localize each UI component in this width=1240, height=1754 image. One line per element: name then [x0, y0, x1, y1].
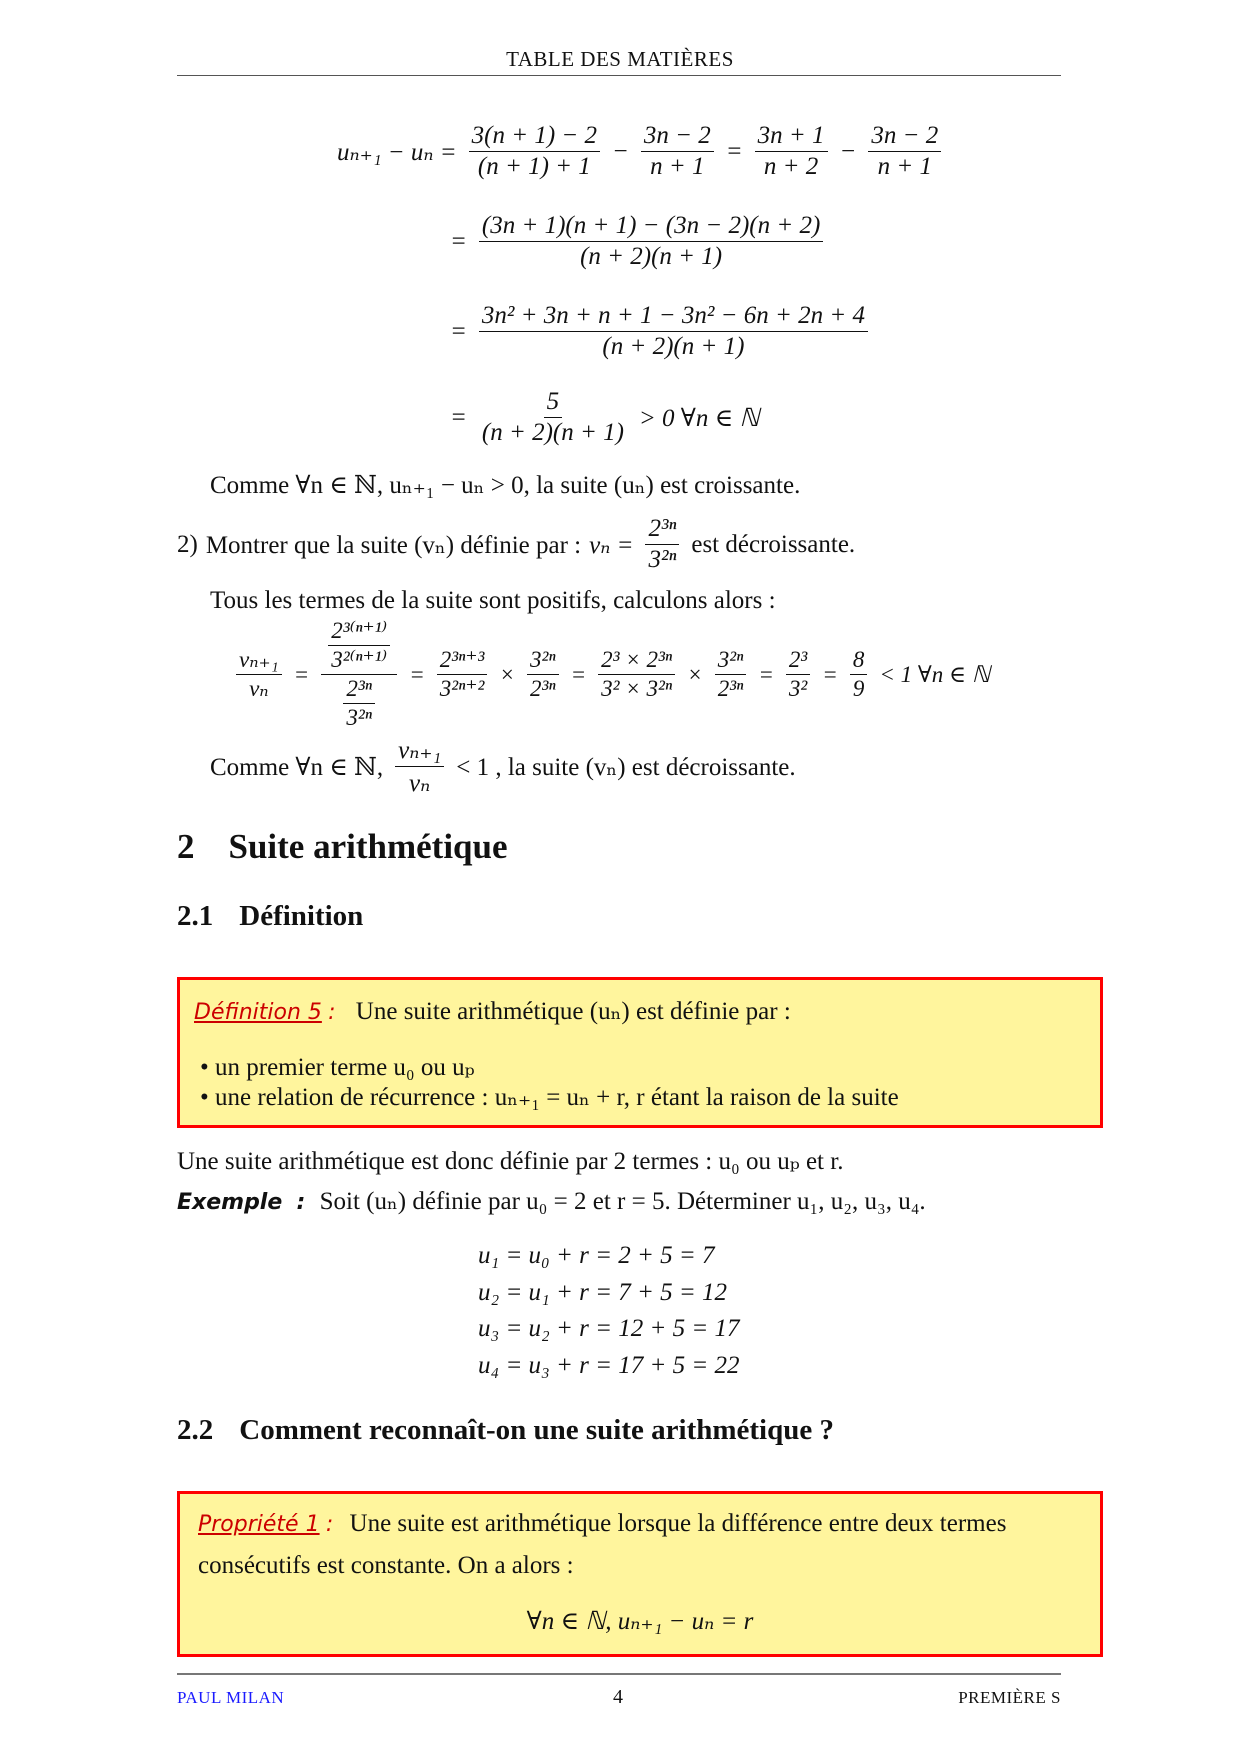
- denominator: vₙ: [409, 770, 431, 797]
- condition: > 0 ∀n ∈ ℕ: [638, 404, 760, 432]
- equation-line-1: [337, 122, 945, 181]
- op: −: [612, 137, 629, 165]
- computation-line: u₃ = u₂ + r = 12 + 5 = 17: [478, 1315, 740, 1342]
- numerator: 3n² + 3n + n + 1 − 3n² − 6n + 2n + 4: [479, 302, 868, 332]
- colon: :: [325, 1512, 334, 1537]
- conclusion-text: Comme ∀n ∈ ℕ, uₙ₊₁ − uₙ > 0,: [210, 472, 530, 499]
- section-number: 2.1: [177, 900, 214, 932]
- subsection-heading-2-1: [177, 900, 363, 933]
- op: =: [570, 661, 587, 687]
- numerator: 3(n + 1) − 2: [469, 122, 600, 152]
- section-title: Suite arithmétique: [228, 827, 508, 866]
- op: =: [450, 403, 467, 431]
- question-text: Montrer que la suite (vₙ) définie par :: [205, 531, 582, 559]
- question-2: [177, 515, 855, 574]
- conclusion-text: la suite (uₙ) est croissante.: [536, 472, 801, 499]
- numerator: 2³⁽ⁿ⁺¹⁾: [328, 618, 390, 646]
- op: ×: [499, 661, 515, 687]
- numerator: 8: [850, 647, 868, 675]
- denominator: 3²: [788, 676, 808, 701]
- section-title: Définition: [239, 900, 364, 932]
- numerator: 2³ⁿ⁺³: [437, 647, 488, 675]
- op: =: [725, 137, 743, 165]
- numerator: 2³ⁿ: [343, 676, 375, 704]
- numerator: 2³ × 2³ⁿ: [598, 647, 675, 675]
- bullet-text: un premier terme u₀ ou uₚ: [215, 1054, 475, 1081]
- property-text: Une suite est arithmétique lorsque la différence entre deux termes: [349, 1510, 1007, 1537]
- numerator: 3n − 2: [868, 122, 941, 152]
- header-rule: [177, 75, 1061, 76]
- numerator: vₙ₊₁: [395, 735, 444, 767]
- vn: vₙ =: [589, 531, 634, 559]
- footer-level: PREMIÈRE S: [958, 1688, 1061, 1707]
- condition: < 1 ∀n ∈ ℕ: [879, 661, 991, 687]
- question-text: est décroissante.: [691, 530, 856, 558]
- running-header: TABLE DES MATIÈRES: [506, 47, 734, 71]
- section-title: Comment reconnaît-on une suite arithmétique ?: [239, 1414, 834, 1446]
- equation-line-4: [450, 388, 759, 447]
- numerator: vₙ₊₁: [236, 647, 282, 675]
- conclusion-text: < 1 , la suite (vₙ) est décroissante.: [456, 753, 796, 781]
- question-number: 2): [177, 530, 198, 558]
- property-formula: ∀n ∈ ℕ, uₙ₊₁ − uₙ = r: [526, 1608, 754, 1635]
- numerator: 3n + 1: [755, 122, 828, 152]
- numerator: (3n + 1)(n + 1) − (3n − 2)(n + 2): [479, 212, 823, 242]
- property-label: Propriété 1: [198, 1512, 320, 1537]
- op: ×: [687, 661, 703, 687]
- denominator: (n + 2)(n + 1): [481, 419, 624, 446]
- section-number: 2.2: [177, 1414, 214, 1446]
- denominator: 3² × 3²ⁿ: [601, 676, 673, 701]
- bullet-item: • un premier terme u₀ ou uₚ: [200, 1054, 475, 1081]
- conclusion-text: Comme ∀n ∈ ℕ,: [210, 753, 384, 781]
- section-number: 2: [177, 827, 195, 866]
- bullet-text: une relation de récurrence : uₙ₊₁ = uₙ + r, r étant la raison de la suite: [215, 1084, 899, 1111]
- conclusion-v: [210, 735, 796, 798]
- equation-line-2: [450, 212, 827, 271]
- op: =: [450, 317, 467, 345]
- definition-label: Définition 5: [194, 1000, 322, 1025]
- denominator: vₙ: [249, 676, 269, 701]
- computation-line: u₄ = u₃ + r = 17 + 5 = 22: [478, 1351, 740, 1379]
- op: =: [293, 661, 310, 687]
- bullet-item: • une relation de récurrence : uₙ₊₁ = uₙ + r, r étant la raison de la suite: [200, 1084, 899, 1111]
- numerator: 3²ⁿ: [527, 647, 559, 675]
- numerator: 2³: [786, 647, 810, 675]
- footer-rule: [177, 1673, 1061, 1675]
- property-box: [177, 1491, 1103, 1657]
- denominator: (n + 2)(n + 1): [580, 243, 723, 270]
- definition-text: Une suite arithmétique (uₙ) est définie par :: [355, 998, 791, 1025]
- ratio-equation: [232, 618, 990, 731]
- equation-line-3: [450, 302, 872, 361]
- section-heading-2: [177, 827, 508, 867]
- denominator: n + 1: [877, 153, 933, 180]
- colon: :: [296, 1190, 306, 1215]
- intro-text: Tous les termes de la suite sont positifs, calculons alors :: [210, 587, 776, 614]
- paragraph: Une suite arithmétique est donc définie par 2 termes : u₀ ou uₚ et r.: [177, 1148, 844, 1175]
- conclusion-u: [210, 470, 800, 500]
- colon: :: [328, 1000, 336, 1025]
- footer-author: PAUL MILAN: [177, 1688, 285, 1707]
- denominator: 2³ⁿ: [529, 676, 556, 701]
- computation-line: u₂ = u₁ + r = 7 + 5 = 12: [478, 1278, 727, 1306]
- page-number: 4: [613, 1686, 623, 1708]
- definition-box: [177, 977, 1103, 1128]
- lhs: uₙ₊₁ − uₙ =: [337, 138, 457, 166]
- op: =: [409, 661, 425, 687]
- computation-line: u₁ = u₀ + r = 2 + 5 = 7: [478, 1242, 715, 1269]
- numerator: 5: [544, 388, 563, 418]
- compound-fraction: [321, 618, 397, 731]
- example-text: Soit (uₙ) définie par u₀ = 2 et r = 5. Déterminer u₁, u₂, u₃, u₄.: [319, 1188, 926, 1215]
- op: =: [822, 661, 838, 687]
- numerator: 3²ⁿ: [715, 647, 747, 675]
- subsection-heading-2-2: [177, 1414, 834, 1447]
- denominator: n + 1: [650, 153, 705, 180]
- denominator: 9: [852, 676, 865, 701]
- denominator: (n + 2)(n + 1): [602, 333, 745, 360]
- op: −: [839, 137, 857, 165]
- denominator: (n + 1) + 1: [477, 153, 591, 180]
- example-label: Exemple: [177, 1190, 283, 1215]
- example-line: [177, 1186, 926, 1216]
- denominator: n + 2: [763, 153, 819, 180]
- op: =: [758, 661, 774, 687]
- example-computations: [478, 1238, 739, 1384]
- denominator: 2³ⁿ: [717, 676, 744, 701]
- denominator: 3²⁽ⁿ⁺¹⁾: [331, 647, 388, 672]
- numerator: 2³ⁿ: [645, 515, 679, 545]
- numerator: 3n − 2: [641, 122, 714, 152]
- op: =: [450, 227, 467, 255]
- denominator: 3²ⁿ: [346, 705, 373, 730]
- denominator: 3²ⁿ: [648, 546, 677, 573]
- denominator: 3²ⁿ⁺²: [439, 676, 485, 701]
- property-text: consécutifs est constante. On a alors :: [198, 1552, 574, 1579]
